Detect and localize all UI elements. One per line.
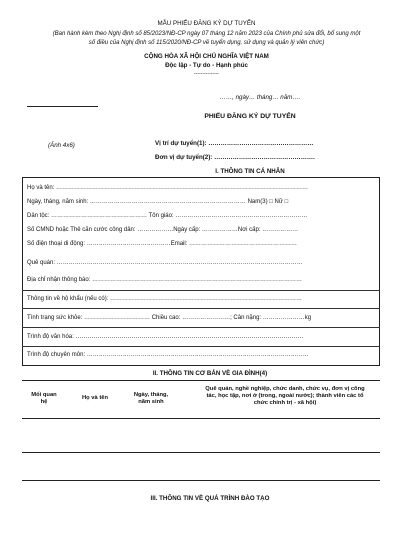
family-header-name: Họ và tên <box>81 395 109 401</box>
left-rule <box>27 106 98 107</box>
motto: Độc lập - Tự do - Hạnh phúc <box>165 62 248 69</box>
separator-2 <box>22 308 380 309</box>
row-hometown: Quê quán: …………………………………………………………………………………………………………… <box>27 260 303 266</box>
family-table-bottom <box>22 480 380 481</box>
subtitle-line-2: số điều của Nghị định số 115/2020/NĐ-CP về tuyển dụng, sử dụng và quản lý viên chức) <box>88 40 325 46</box>
family-header-details: Quê quán, nghề nghiệp, chức danh, chức vụ, đơn vị công tác, học tập, nơi ở (trong, ngoài nước); thành viên các tổ chức chính trị - xã hội) <box>205 386 365 406</box>
row-id-card: Số CMND hoặc Thẻ căn cước công dân: ………………Ngày cấp: ………………Nơi cấp: ……………… <box>27 227 299 233</box>
row-education-level: Trình độ văn hóa: …………………………………………………………………………………………………… <box>27 334 304 340</box>
family-header-relation: Mối quan hệ <box>31 392 57 405</box>
box-left <box>22 177 23 366</box>
family-table-header-bottom <box>22 418 380 419</box>
family-table-row-line <box>22 452 380 453</box>
section2-title: II. THÔNG TIN CƠ BẢN VỀ GIA ĐÌNH(4) <box>152 370 268 377</box>
section1-title: I. THÔNG TIN CÁ NHÂN <box>215 168 285 175</box>
unit-line: Đơn vị dự tuyển(2): …………………………………………. <box>155 154 315 161</box>
row-birth-date: Ngày, tháng, năm sinh: …………………………………………………………………… Nam(3) □ Nữ □ <box>27 199 289 205</box>
photo-label: (Ảnh 4x6) <box>48 142 75 149</box>
row-ethnicity: Dân tộc: ………………………………………… Tôn giáo: ………………………………………………………… <box>27 213 308 219</box>
box-top <box>22 177 380 178</box>
family-table-top <box>22 380 380 381</box>
doc-title: PHIẾU ĐĂNG KÝ DỰ TUYỂN <box>204 113 296 120</box>
separator-1 <box>22 290 380 291</box>
nation-title: CỘNG HÒA XÃ HỘI CHỦ NGHĨA VIỆT NAM <box>144 53 269 60</box>
row-household: Thông tin về hộ khẩu (nếu có): …………………………………………………………………………………… <box>27 296 303 302</box>
form-code-title: MẪU PHIẾU ĐĂNG KÝ DỰ TUYỂN <box>157 20 256 27</box>
separator-3 <box>22 327 380 328</box>
box-right <box>379 177 380 366</box>
motto-underline: --------------- <box>194 71 219 77</box>
separator-4 <box>22 346 380 347</box>
section3-title: III. THÔNG TIN VỀ QUÁ TRÌNH ĐÀO TẠO <box>150 495 270 502</box>
row-health: Tình trạng sức khỏe: …………………………… Chiều cao: ……………………; Cân nặng: …………………kg <box>27 315 312 321</box>
row-qualification: Trình độ chuyên môn: ………………………………………………………………………………………………… <box>27 352 309 358</box>
position-line: Vị trí dự tuyển(1): …………………………………………… <box>155 140 314 147</box>
subtitle-line-1: (Ban hành kèm theo Nghị định số 85/2023/NĐ-CP ngày 07 tháng 12 năm 2023 của Chính phủ sửa đổi, bổ sung một <box>52 31 361 37</box>
row-address: Địa chỉ nhận thông báo: …………………………………………………………………………………………… <box>27 277 303 283</box>
box-bottom <box>22 365 380 366</box>
row-phone: Số điện thoại di động: ……………………………………Email: ……………………………………………… <box>27 241 298 247</box>
date-line: ……, ngày… tháng… năm…. <box>219 94 301 101</box>
row-full-name: Họ và tên: ……………………………………………………………………………………………………………… <box>27 185 309 191</box>
family-header-dob: Ngày, tháng, năm sinh <box>133 392 169 405</box>
